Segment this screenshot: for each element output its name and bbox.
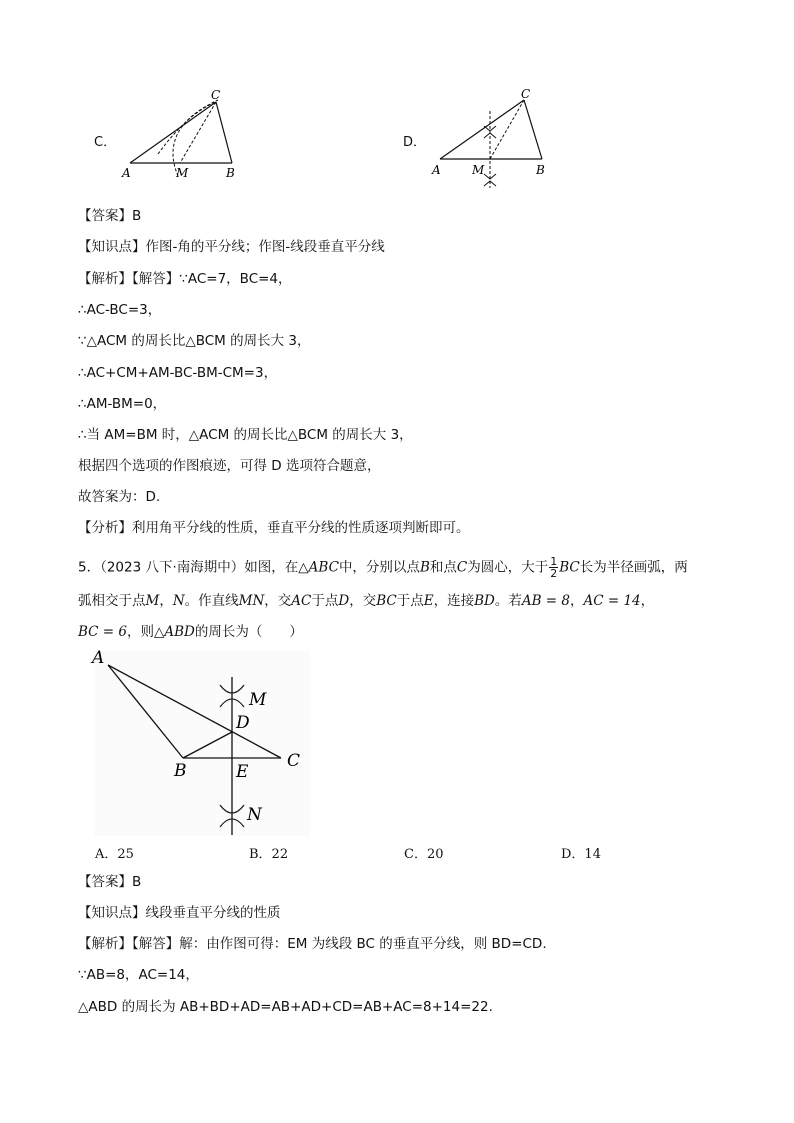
q5-analysis-1: 【解析】【解答】解：由作图可得：EM 为线段 BC 的垂直平分线，则 BD=CD. (78, 936, 547, 952)
q4-analysis-3: ∵△ACM 的周长比△BCM 的周长大 3， (78, 333, 311, 349)
q4-analysis-7: 根据四个选项的作图痕迹，可得 D 选项符合题意， (78, 458, 381, 474)
q4-analysis-5: ∴AM-BM=0， (78, 396, 167, 412)
q4-summary: 【分析】利用角平分线的性质，垂直平分线的性质逐项判断即可。 (78, 520, 470, 536)
q5-knowledge: 【知识点】线段垂直平分线的性质 (78, 905, 281, 921)
q5-point-m: M (249, 690, 267, 710)
q5-stem-line-1: 5．（2023 八下·南海期中）如图，在△ABC中，分别以点B和点C为圆心，大于 $\frac{1}{2}$ BC长为半径画弧，两 (78, 555, 688, 580)
option-d-figure (428, 86, 558, 196)
q4-analysis-4: ∴AC+CM+AM-BC-BM-CM=3， (78, 365, 278, 381)
q5-point-b: B (174, 761, 187, 781)
q5-figure (88, 645, 318, 840)
q5-point-e: E (236, 762, 249, 782)
q4-analysis-1: 【解析】【解答】∵AC=7，BC=4， (78, 271, 292, 287)
q4-answer: 【答案】B (78, 208, 142, 224)
option-c-point-c: C (211, 88, 221, 102)
option-d-point-b: B (536, 163, 545, 177)
q5-answer: 【答案】B (78, 874, 142, 890)
option-d-point-a: A (432, 163, 441, 177)
q5-stem-line-3: BC = 6，则△ABD的周长为（ ） (78, 624, 303, 640)
q4-knowledge: 【知识点】作图-角的平分线；作图-线段垂直平分线 (78, 239, 385, 255)
option-d-point-c: C (521, 87, 531, 101)
q5-stem-line-2: 弧相交于点M，N。作直线MN，交AC于点D，交BC于点E，连接BD。若AB = 8，AC = 14， (78, 593, 655, 609)
q5-option-c[interactable]: C．20 (404, 847, 444, 862)
option-c-figure (118, 88, 248, 183)
q5-option-b[interactable]: B．22 (249, 847, 289, 862)
option-c-point-b: B (226, 166, 235, 180)
q5-number: 5． (78, 559, 101, 576)
q5-point-a: A (92, 648, 105, 668)
q4-analysis-2: ∴AC-BC=3， (78, 302, 162, 318)
q5-source: （2023 八下·南海期中） (100, 559, 245, 576)
option-c-point-m: M (176, 166, 189, 180)
q4-analysis-8: 故答案为：D. (78, 489, 161, 505)
q5-point-d: D (236, 713, 250, 733)
option-d-point-m: M (472, 163, 485, 177)
option-c-label: C． (94, 135, 117, 150)
half-fraction: $\frac{1}{2}$ (550, 555, 558, 580)
q5-point-c: C (287, 751, 301, 771)
q5-analysis-3: △ABD 的周长为 AB+BD+AD=AB+AD+CD=AB+AC=8+14=22. (78, 999, 493, 1015)
q4-analysis-6: ∴当 AM=BM 时，△ACM 的周长比△BCM 的周长大 3， (78, 427, 413, 443)
q5-point-n: N (247, 805, 262, 825)
option-c-point-a: A (122, 166, 131, 180)
option-d-label: D． (403, 135, 427, 150)
q5-option-d[interactable]: D．14 (561, 847, 601, 862)
q5-option-a[interactable]: A．25 (95, 847, 134, 862)
q5-analysis-2: ∵AB=8，AC=14， (78, 967, 199, 983)
